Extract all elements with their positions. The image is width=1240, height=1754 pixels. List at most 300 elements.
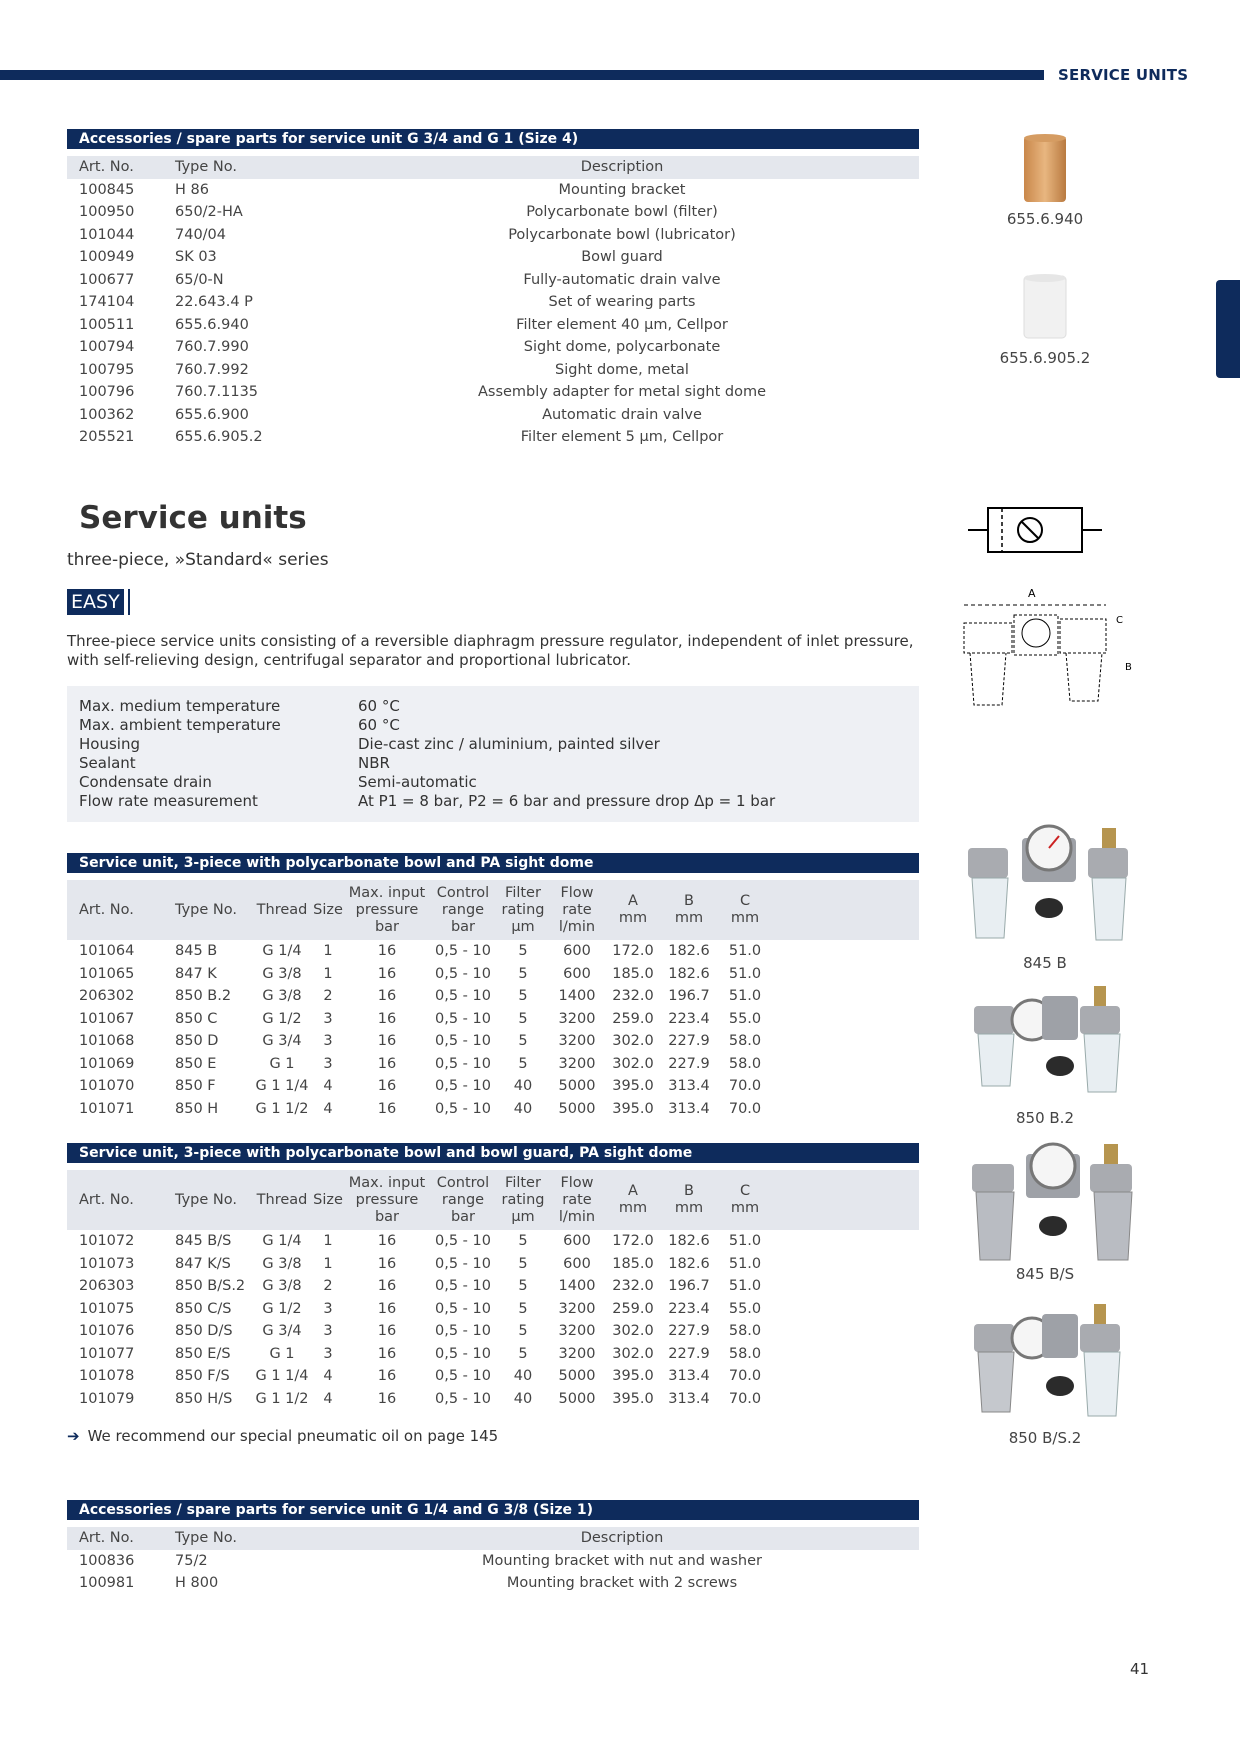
filter-element-40-image: [1020, 132, 1070, 206]
flow-rate-cell: 1400: [549, 985, 605, 1008]
size-cell: 4: [311, 1388, 345, 1411]
column-header: [661, 880, 717, 940]
column-header: [497, 1170, 549, 1230]
column-header-line: bar: [450, 1208, 476, 1225]
dim-c-label: C: [1116, 615, 1123, 626]
dim-a-cell: 395.0: [605, 1365, 661, 1388]
column-header-line: mm: [674, 1200, 704, 1216]
size-cell: 1: [311, 1253, 345, 1276]
table-row: [67, 336, 919, 359]
thread-cell: G 3/4: [253, 1030, 311, 1053]
column-header: [429, 880, 497, 940]
art-no-cell: 101075: [67, 1298, 163, 1321]
size-cell: 3: [311, 1030, 345, 1053]
column-header-line: bar: [374, 1208, 400, 1225]
control-range-cell: 0,5 - 10: [429, 1343, 497, 1366]
row-spacer: [773, 963, 919, 986]
type-no-cell: 850 C: [163, 1008, 253, 1031]
chapter-tab[interactable]: [1216, 280, 1240, 378]
thread-cell: G 3/4: [253, 1320, 311, 1343]
column-header: Thread: [253, 880, 311, 940]
size-cell: 1: [311, 940, 345, 963]
dim-c-cell: 51.0: [717, 985, 773, 1008]
row-spacer: [773, 1008, 919, 1031]
flow-rate-cell: 3200: [549, 1030, 605, 1053]
thread-cell: G 1 1/4: [253, 1365, 311, 1388]
row-spacer: [773, 1275, 919, 1298]
filter-rating-cell: 5: [497, 1053, 549, 1076]
filter-rating-cell: 5: [497, 1275, 549, 1298]
dim-a-cell: 185.0: [605, 1253, 661, 1276]
table-row: [67, 1053, 919, 1076]
size-cell: 3: [311, 1008, 345, 1031]
art-no-cell: 206302: [67, 985, 163, 1008]
filter-rating-cell: 5: [497, 1008, 549, 1031]
row-spacer: [773, 1365, 919, 1388]
spec-value: NBR: [358, 754, 390, 772]
spec-box: [67, 686, 919, 822]
spec-value: 60 °C: [358, 697, 400, 715]
table-row: [67, 404, 919, 427]
art-no-cell: 100362: [67, 404, 163, 427]
filter-rating-cell: 5: [497, 1343, 549, 1366]
column-header: [549, 1170, 605, 1230]
dim-b-label: B: [1125, 662, 1132, 673]
type-no-cell: 850 B.2: [163, 985, 253, 1008]
row-spacer: [773, 1320, 919, 1343]
dim-a-cell: 232.0: [605, 1275, 661, 1298]
column-header-line: rate: [562, 901, 592, 918]
dim-c-cell: 70.0: [717, 1098, 773, 1121]
table-row: [67, 1388, 919, 1411]
spec-label: Housing: [79, 735, 140, 753]
row-spacer: [773, 1388, 919, 1411]
type-no-cell: 850 B/S.2: [163, 1275, 253, 1298]
description-cell: Fully-automatic drain valve: [325, 269, 919, 292]
column-header-line: Control: [436, 884, 490, 901]
pressure-cell: 16: [345, 963, 429, 986]
dim-c-cell: 51.0: [717, 1253, 773, 1276]
dim-b-cell: 182.6: [661, 963, 717, 986]
dim-a-cell: 232.0: [605, 985, 661, 1008]
flow-rate-cell: 600: [549, 963, 605, 986]
type-no-cell: 655.6.940: [163, 314, 325, 337]
art-no-cell: 101079: [67, 1388, 163, 1411]
col-art-no: Art. No.: [67, 1527, 163, 1550]
table-row: [67, 179, 919, 202]
table-row: [67, 426, 919, 449]
art-no-cell: 101072: [67, 1230, 163, 1253]
filter-rating-cell: 5: [497, 1298, 549, 1321]
easy-badge: EASY: [67, 589, 124, 615]
pressure-cell: 16: [345, 985, 429, 1008]
unit-guard-table: [67, 1170, 919, 1410]
caption-845b: 845 B: [1023, 954, 1067, 972]
type-no-cell: 655.6.900: [163, 404, 325, 427]
row-spacer: [773, 1230, 919, 1253]
control-range-cell: 0,5 - 10: [429, 1075, 497, 1098]
dim-b-cell: 313.4: [661, 1075, 717, 1098]
pressure-cell: 16: [345, 940, 429, 963]
spec-label: Flow rate measurement: [79, 792, 258, 810]
col-art-no: Art. No.: [67, 156, 163, 179]
size-cell: 3: [311, 1343, 345, 1366]
filter-element-5-image: [1020, 272, 1070, 344]
type-no-cell: 655.6.905.2: [163, 426, 325, 449]
spec-value: 60 °C: [358, 716, 400, 734]
col-description: Description: [325, 1527, 919, 1550]
row-spacer: [773, 1253, 919, 1276]
control-range-cell: 0,5 - 10: [429, 940, 497, 963]
acc-size1-table: [67, 1527, 919, 1595]
type-no-cell: 850 C/S: [163, 1298, 253, 1321]
table-row: [67, 1320, 919, 1343]
column-header: [497, 880, 549, 940]
thread-cell: G 1: [253, 1053, 311, 1076]
dim-b-cell: 227.9: [661, 1320, 717, 1343]
column-header: Type No.: [163, 880, 253, 940]
control-range-cell: 0,5 - 10: [429, 985, 497, 1008]
thread-cell: G 1/2: [253, 1298, 311, 1321]
table-row: [67, 314, 919, 337]
spec-value: Semi-automatic: [358, 773, 477, 791]
row-spacer: [773, 940, 919, 963]
dim-a-cell: 395.0: [605, 1098, 661, 1121]
flow-rate-cell: 5000: [549, 1098, 605, 1121]
dim-c-cell: 55.0: [717, 1298, 773, 1321]
table-row: [67, 985, 919, 1008]
column-header-line: mm: [674, 910, 704, 926]
thread-cell: G 3/8: [253, 963, 311, 986]
description-cell: Polycarbonate bowl (lubricator): [325, 224, 919, 247]
type-no-cell: 740/04: [163, 224, 325, 247]
dim-c-cell: 58.0: [717, 1030, 773, 1053]
art-no-cell: 100795: [67, 359, 163, 382]
spec-label: Max. medium temperature: [79, 697, 281, 715]
art-no-cell: 100949: [67, 246, 163, 269]
type-no-cell: 22.643.4 P: [163, 291, 325, 314]
dim-b-cell: 227.9: [661, 1343, 717, 1366]
type-no-cell: 845 B: [163, 940, 253, 963]
pressure-cell: 16: [345, 1275, 429, 1298]
column-header: [717, 1170, 773, 1230]
pressure-cell: 16: [345, 1388, 429, 1411]
size-cell: 4: [311, 1365, 345, 1388]
table-row: [67, 201, 919, 224]
table-row: [67, 1008, 919, 1031]
filter-rating-cell: 40: [497, 1388, 549, 1411]
control-range-cell: 0,5 - 10: [429, 1365, 497, 1388]
flow-rate-cell: 3200: [549, 1298, 605, 1321]
filter-rating-cell: 5: [497, 1320, 549, 1343]
row-spacer: [773, 1298, 919, 1321]
column-header: [661, 1170, 717, 1230]
row-spacer: [773, 1343, 919, 1366]
column-header: Size: [311, 1170, 345, 1230]
pressure-cell: 16: [345, 1030, 429, 1053]
dim-b-cell: 182.6: [661, 1253, 717, 1276]
col-type-no: Type No.: [163, 1527, 325, 1550]
description-cell: Filter element 40 µm, Cellpor: [325, 314, 919, 337]
art-no-cell: 101044: [67, 224, 163, 247]
service-unit-icon: [1180, 318, 1198, 336]
thread-cell: G 3/8: [253, 1275, 311, 1298]
description-cell: Sight dome, metal: [325, 359, 919, 382]
dim-a-cell: 395.0: [605, 1075, 661, 1098]
dim-b-cell: 182.6: [661, 1230, 717, 1253]
column-header-line: rating: [501, 1191, 545, 1208]
type-no-cell: 760.7.1135: [163, 381, 325, 404]
column-header-line: l/min: [558, 1208, 596, 1225]
row-spacer: [773, 1075, 919, 1098]
easy-badge-bar: [128, 589, 130, 615]
column-header-line: Flow: [560, 1174, 594, 1191]
symbol-diagram: [968, 500, 1108, 560]
dim-a-cell: 302.0: [605, 1053, 661, 1076]
type-no-cell: 650/2-HA: [163, 201, 325, 224]
table-row: [67, 381, 919, 404]
dim-c-cell: 58.0: [717, 1343, 773, 1366]
column-header-line: mm: [730, 910, 760, 926]
flow-rate-cell: 3200: [549, 1053, 605, 1076]
pressure-cell: 16: [345, 1320, 429, 1343]
description-cell: Mounting bracket with 2 screws: [325, 1572, 919, 1595]
art-no-cell: 101076: [67, 1320, 163, 1343]
unit-850b2-image: [970, 982, 1130, 1106]
acc-size4-title: Accessories / spare parts for service unit G 3/4 and G 1 (Size 4): [67, 129, 919, 149]
type-no-cell: 65/0-N: [163, 269, 325, 292]
thread-cell: G 1: [253, 1343, 311, 1366]
dim-c-cell: 58.0: [717, 1053, 773, 1076]
art-no-cell: 205521: [67, 426, 163, 449]
spec-value: At P1 = 8 bar, P2 = 6 bar and pressure drop Δp = 1 bar: [358, 792, 776, 810]
flow-rate-cell: 1400: [549, 1275, 605, 1298]
control-range-cell: 0,5 - 10: [429, 1275, 497, 1298]
dim-a-cell: 395.0: [605, 1388, 661, 1411]
column-header: [429, 1170, 497, 1230]
spec-label: Condensate drain: [79, 773, 212, 791]
acc-size4-table: [67, 156, 919, 449]
table-row: [67, 269, 919, 292]
column-header-line: range: [441, 901, 485, 918]
thread-cell: G 1/4: [253, 940, 311, 963]
control-range-cell: 0,5 - 10: [429, 1388, 497, 1411]
dim-b-cell: 182.6: [661, 940, 717, 963]
size-cell: 4: [311, 1075, 345, 1098]
filter-rating-cell: 5: [497, 1030, 549, 1053]
description-cell: Assembly adapter for metal sight dome: [325, 381, 919, 404]
column-header-line: bar: [450, 918, 476, 935]
art-no-cell: 101069: [67, 1053, 163, 1076]
type-no-cell: 850 E/S: [163, 1343, 253, 1366]
table-header: [67, 1170, 919, 1230]
dim-b-cell: 227.9: [661, 1030, 717, 1053]
intro-text: Three-piece service units consisting of a reversible diaphragm pressure regulator, independent of inlet pressure, with self-relieving design, centrifugal separator and proportional lubricator.: [67, 632, 914, 669]
pressure-cell: 16: [345, 1075, 429, 1098]
row-spacer: [773, 1030, 919, 1053]
row-spacer: [773, 1098, 919, 1121]
size-cell: 4: [311, 1098, 345, 1121]
pressure-cell: 16: [345, 1253, 429, 1276]
art-no-cell: 100794: [67, 336, 163, 359]
dim-c-cell: 51.0: [717, 940, 773, 963]
flow-rate-cell: 600: [549, 940, 605, 963]
art-no-cell: 174104: [67, 291, 163, 314]
dim-c-cell: 55.0: [717, 1008, 773, 1031]
column-header-line: bar: [374, 918, 400, 935]
flow-rate-cell: 3200: [549, 1343, 605, 1366]
column-header: [717, 880, 773, 940]
section-label: SERVICE UNITS: [1058, 66, 1189, 84]
size-cell: 2: [311, 1275, 345, 1298]
description-cell: Mounting bracket with nut and washer: [325, 1550, 919, 1573]
dim-c-cell: 70.0: [717, 1365, 773, 1388]
column-header-line: µm: [511, 918, 535, 935]
pressure-cell: 16: [345, 1365, 429, 1388]
column-header-line: B: [684, 1183, 694, 1199]
type-no-cell: 850 D/S: [163, 1320, 253, 1343]
filter-rating-cell: 40: [497, 1075, 549, 1098]
art-no-cell: 101065: [67, 963, 163, 986]
col-description: Description: [325, 156, 919, 179]
col-type-no: Type No.: [163, 156, 325, 179]
thread-cell: G 1 1/2: [253, 1388, 311, 1411]
type-no-cell: H 86: [163, 179, 325, 202]
column-header-line: Filter: [505, 1174, 541, 1191]
column-header-line: range: [441, 1191, 485, 1208]
dim-a-label: A: [1028, 587, 1036, 600]
unit-pa-table: [67, 880, 919, 1120]
flow-rate-cell: 600: [549, 1253, 605, 1276]
thread-cell: G 1/4: [253, 1230, 311, 1253]
flow-rate-cell: 600: [549, 1230, 605, 1253]
column-header-line: mm: [730, 1200, 760, 1216]
table-row: [67, 1030, 919, 1053]
dim-a-cell: 259.0: [605, 1008, 661, 1031]
dim-a-cell: 302.0: [605, 1320, 661, 1343]
art-no-cell: 101071: [67, 1098, 163, 1121]
column-header-line: C: [739, 1183, 751, 1199]
column-header-line: mm: [618, 1200, 648, 1216]
type-no-cell: 850 E: [163, 1053, 253, 1076]
size-cell: 3: [311, 1298, 345, 1321]
art-no-cell: 100981: [67, 1572, 163, 1595]
art-no-cell: 101067: [67, 1008, 163, 1031]
spec-value: Die-cast zinc / aluminium, painted silver: [358, 735, 660, 753]
type-no-cell: 850 H: [163, 1098, 253, 1121]
oil-recommendation[interactable]: [67, 1427, 498, 1445]
column-header-line: A: [628, 1183, 638, 1199]
thread-cell: G 1 1/2: [253, 1098, 311, 1121]
type-no-cell: 850 D: [163, 1030, 253, 1053]
description-cell: Bowl guard: [325, 246, 919, 269]
dim-b-cell: 223.4: [661, 1298, 717, 1321]
filter-rating-cell: 40: [497, 1365, 549, 1388]
pressure-cell: 16: [345, 1298, 429, 1321]
dim-a-cell: 172.0: [605, 940, 661, 963]
filter-rating-cell: 5: [497, 1230, 549, 1253]
description-cell: Polycarbonate bowl (filter): [325, 201, 919, 224]
unit-850bs2-image: [970, 1300, 1130, 1430]
oil-recommendation-text: We recommend our special pneumatic oil on page 145: [87, 1427, 499, 1445]
caption-filter40: 655.6.940: [1006, 210, 1084, 228]
type-no-cell: 760.7.990: [163, 336, 325, 359]
art-no-cell: 101077: [67, 1343, 163, 1366]
description-cell: Mounting bracket: [325, 179, 919, 202]
flow-rate-cell: 5000: [549, 1365, 605, 1388]
header-bar: [0, 70, 1044, 80]
table-row: [67, 1298, 919, 1321]
acc-size1-title: Accessories / spare parts for service unit G 1/4 and G 3/8 (Size 1): [67, 1500, 919, 1520]
control-range-cell: 0,5 - 10: [429, 1098, 497, 1121]
size-cell: 1: [311, 1230, 345, 1253]
column-header: Art. No.: [67, 880, 163, 940]
table-row: [67, 359, 919, 382]
size-cell: 1: [311, 963, 345, 986]
page-title: Service units: [79, 500, 307, 536]
column-header-line: µm: [511, 1208, 535, 1225]
description-cell: Sight dome, polycarbonate: [325, 336, 919, 359]
dim-c-cell: 51.0: [717, 1275, 773, 1298]
control-range-cell: 0,5 - 10: [429, 1030, 497, 1053]
flow-rate-cell: 5000: [549, 1388, 605, 1411]
dim-c-cell: 70.0: [717, 1075, 773, 1098]
art-no-cell: 101070: [67, 1075, 163, 1098]
filter-rating-cell: 5: [497, 940, 549, 963]
unit-845b-image: [962, 818, 1138, 954]
dim-a-cell: 259.0: [605, 1298, 661, 1321]
table-row: [67, 1572, 919, 1595]
dim-b-cell: 313.4: [661, 1098, 717, 1121]
type-no-cell: 847 K/S: [163, 1253, 253, 1276]
pressure-cell: 16: [345, 1053, 429, 1076]
table-row: [67, 1230, 919, 1253]
control-range-cell: 0,5 - 10: [429, 1253, 497, 1276]
type-no-cell: 845 B/S: [163, 1230, 253, 1253]
type-no-cell: H 800: [163, 1572, 325, 1595]
table-row: [67, 224, 919, 247]
table-row: [67, 940, 919, 963]
type-no-cell: 850 H/S: [163, 1388, 253, 1411]
dim-b-cell: 196.7: [661, 1275, 717, 1298]
pressure-cell: 16: [345, 1008, 429, 1031]
type-no-cell: SK 03: [163, 246, 325, 269]
flow-rate-cell: 5000: [549, 1075, 605, 1098]
unit-845bs-image: [966, 1138, 1140, 1270]
table-header: [67, 880, 919, 940]
table-row: [67, 963, 919, 986]
description-cell: Filter element 5 µm, Cellpor: [325, 426, 919, 449]
table-row: [67, 1343, 919, 1366]
row-spacer: [773, 1053, 919, 1076]
unit-guard-title: Service unit, 3-piece with polycarbonate bowl and bowl guard, PA sight dome: [67, 1143, 919, 1163]
type-no-cell: 75/2: [163, 1550, 325, 1573]
control-range-cell: 0,5 - 10: [429, 1320, 497, 1343]
column-header: [345, 880, 429, 940]
spec-label: Sealant: [79, 754, 136, 772]
row-spacer: [773, 985, 919, 1008]
type-no-cell: 847 K: [163, 963, 253, 986]
type-no-cell: 850 F: [163, 1075, 253, 1098]
dim-c-cell: 70.0: [717, 1388, 773, 1411]
caption-850b2: 850 B.2: [1015, 1109, 1074, 1127]
thread-cell: G 3/8: [253, 985, 311, 1008]
pressure-cell: 16: [345, 1343, 429, 1366]
column-header-line: C: [739, 893, 751, 909]
dim-b-cell: 223.4: [661, 1008, 717, 1031]
pressure-cell: 16: [345, 1230, 429, 1253]
dim-c-cell: 51.0: [717, 963, 773, 986]
